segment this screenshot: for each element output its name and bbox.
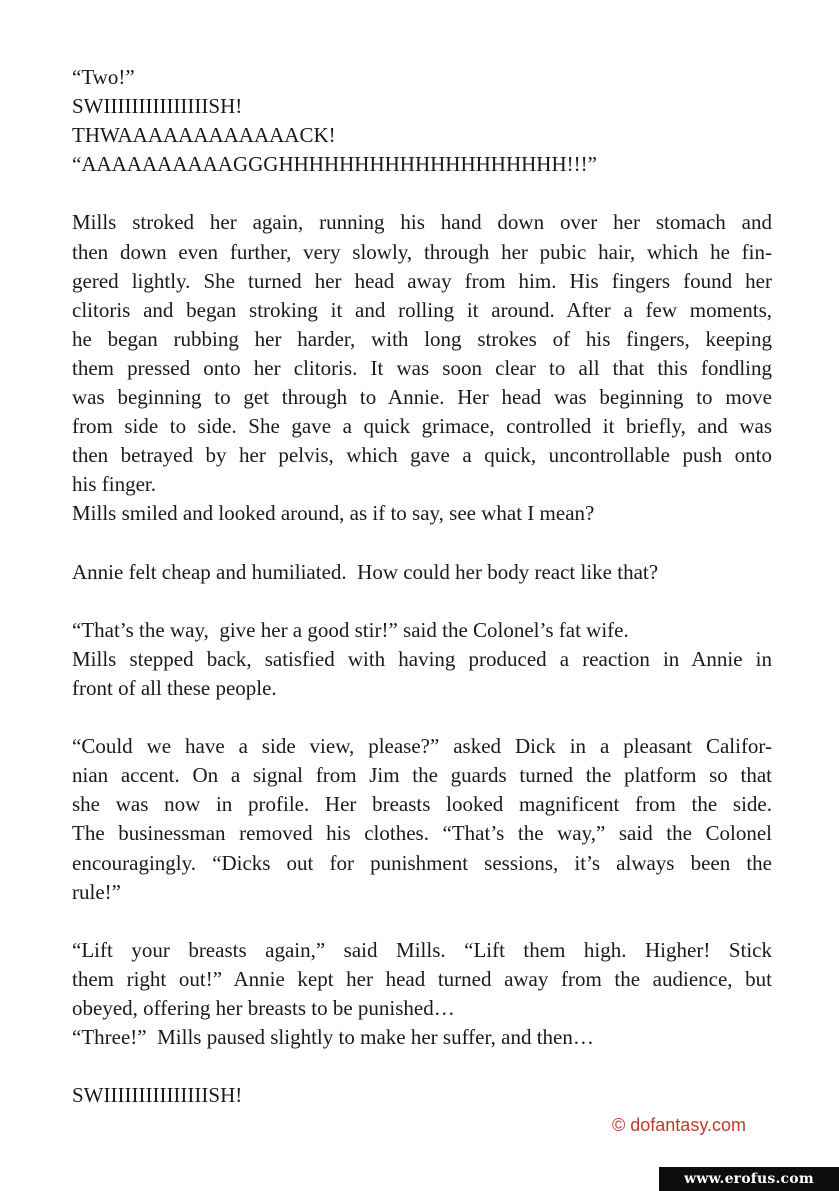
text-line: he began rubbing her harder, with long strokes of his fingers, keeping bbox=[72, 326, 772, 351]
text-line: SWIIIIIIIIIIIIIIISH! bbox=[72, 1083, 243, 1108]
text-line: she was now in profile. Her breasts looked magnificent from the side. bbox=[72, 792, 772, 817]
paragraph-gap bbox=[72, 179, 772, 208]
text-line: rule!” bbox=[72, 879, 121, 904]
text-line: “Three!” Mills paused slightly to make her suffer, and then… bbox=[72, 1025, 594, 1050]
text-line: THWAAAAAAAAAAAACK! bbox=[72, 123, 336, 148]
text-line: “Lift your breasts again,” said Mills. “Lift them high. Higher! Stick bbox=[72, 937, 772, 962]
paragraph-gap bbox=[72, 1052, 772, 1081]
text-line: The businessman removed his clothes. “That’s the way,” said the Colonel bbox=[72, 821, 772, 846]
text-line: his finger. bbox=[72, 472, 156, 497]
story-text bbox=[72, 63, 772, 1110]
text-line: them pressed onto her clitoris. It was soon clear to all that this fondling bbox=[72, 355, 772, 380]
site-watermark: www.erofus.com bbox=[659, 1167, 839, 1191]
text-line: gered lightly. She turned her head away from him. His fingers found her bbox=[72, 268, 772, 293]
text-line: “That’s the way, give her a good stir!” said the Colonel’s fat wife. bbox=[72, 617, 629, 642]
paragraph-gap bbox=[72, 587, 772, 616]
text-line: then down even further, very slowly, through her pubic hair, which he fin- bbox=[72, 239, 772, 264]
text-line: Annie felt cheap and humiliated. How could her body react like that? bbox=[72, 559, 659, 584]
text-line: Mills smiled and looked around, as if to say, see what I mean? bbox=[72, 501, 595, 526]
paragraph-gap bbox=[72, 529, 772, 558]
text-line: then betrayed by her pelvis, which gave a quick, uncontrollable push onto bbox=[72, 443, 772, 468]
text-line: front of all these people. bbox=[72, 675, 277, 700]
paragraph-gap bbox=[72, 907, 772, 936]
text-line: from side to side. She gave a quick grimace, controlled it briefly, and was bbox=[72, 414, 772, 439]
text-line: them right out!” Annie kept her head turned away from the audience, but bbox=[72, 966, 772, 991]
text-line: Mills stepped back, satisfied with having produced a reaction in Annie in bbox=[72, 646, 772, 671]
text-line: nian accent. On a signal from Jim the guards turned the platform so that bbox=[72, 763, 772, 788]
text-line: clitoris and began stroking it and rolling it around. After a few moments, bbox=[72, 297, 772, 322]
text-line: was beginning to get through to Annie. Her head was beginning to move bbox=[72, 385, 772, 410]
text-line: obeyed, offering her breasts to be punished… bbox=[72, 996, 455, 1020]
text-line: “Could we have a side view, please?” asked Dick in a pleasant Califor- bbox=[72, 734, 772, 759]
text-line: encouragingly. “Dicks out for punishment sessions, it’s always been the bbox=[72, 850, 772, 875]
text-line: “AAAAAAAAAAGGGHHHHHHHHHHHHHHHHHHH!!!” bbox=[72, 152, 597, 177]
text-line: Mills stroked her again, running his hand down over her stomach and bbox=[72, 210, 772, 235]
text-line: SWIIIIIIIIIIIIIIISH! bbox=[72, 94, 243, 119]
text-line: “Two!” bbox=[72, 65, 135, 89]
paragraph-gap bbox=[72, 703, 772, 732]
copyright-notice: © dofantasy.com bbox=[612, 1115, 746, 1135]
